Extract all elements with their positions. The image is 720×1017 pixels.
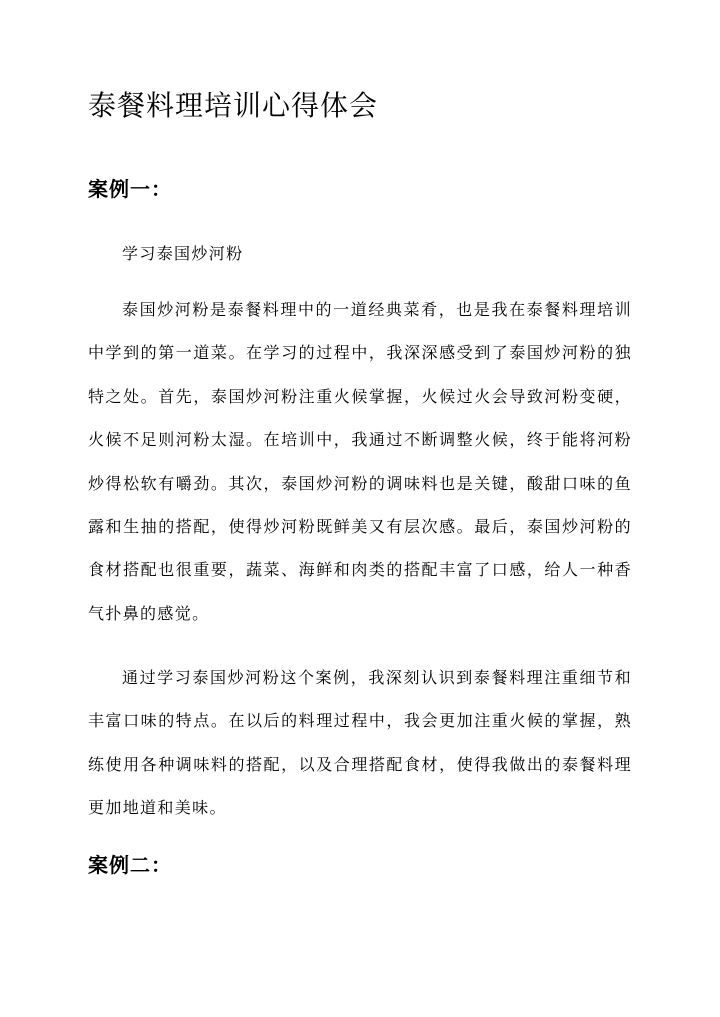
document-title: 泰餐料理培训心得体会 [88,89,379,122]
case-two-heading: 案例二： [88,853,172,877]
case-one-paragraph-1: 泰国炒河粉是泰餐料理中的一道经典菜肴，也是我在泰餐料理培训中学到的第一道菜。在学习的过程中，我深深感受到了泰国炒河粉的独特之处。首先，泰国炒河粉注重火候掌握，火候过火会导致河粉变硬，火候不足则河粉太湿。在培训中，我通过不断调整火候，终于能将河粉炒得松软有嚼劲。其次，泰国炒河粉的调味料也是关键，酸甜口味的鱼露和生抽的搭配，使得炒河粉既鲜美又有层次感。最后，泰国炒河粉的食材搭配也很重要，蔬菜、海鲜和肉类的搭配丰富了口感，给人一种香气扑鼻的感觉。 [88,300,632,623]
case-one-subtitle: 学习泰国炒河粉 [122,244,244,263]
case-one-heading: 案例一： [88,177,172,201]
case-one-paragraph-2: 通过学习泰国炒河粉这个案例，我深刻认识到泰餐料理注重细节和丰富口味的特点。在以后的料理过程中，我会更加注重火候的掌握，熟练使用各种调味料的搭配，以及合理搭配食材，使得我做出的泰餐料理更加地道和美味。 [88,668,632,818]
